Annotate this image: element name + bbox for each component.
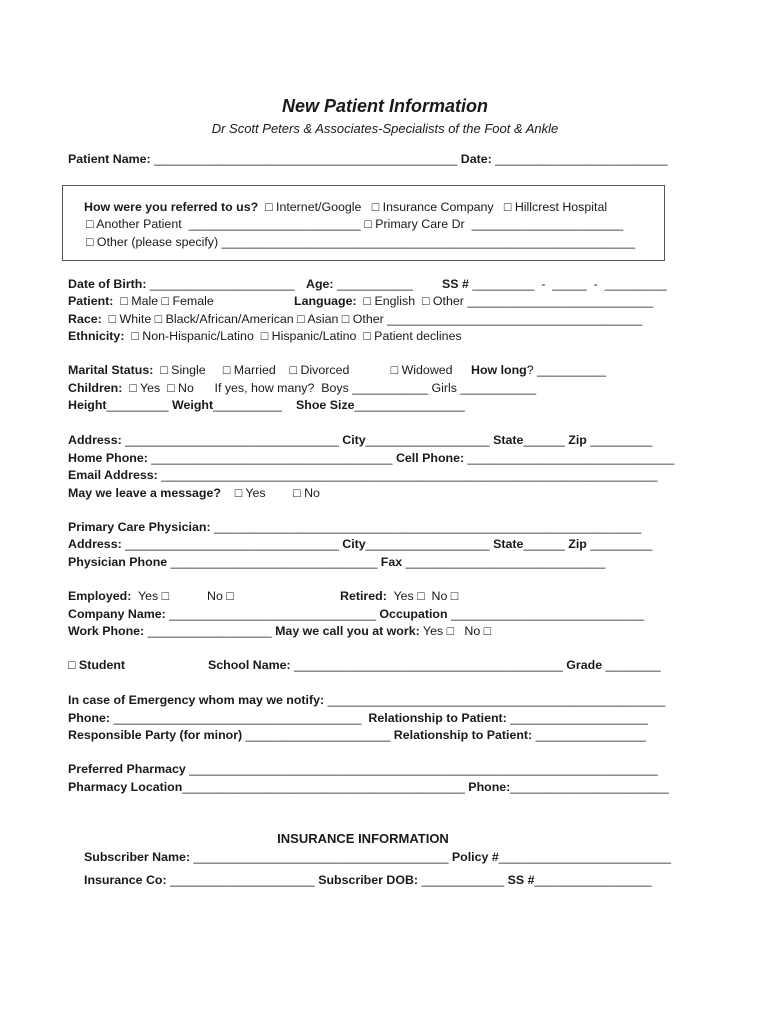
- pcp-city-field[interactable]: __________________: [365, 537, 490, 551]
- howlong-row: [471, 362, 606, 378]
- grade-label: Grade: [562, 658, 603, 672]
- pcp-state-label: State: [489, 537, 524, 551]
- message-label: May we leave a message?: [68, 486, 221, 500]
- pcp-row: [68, 519, 641, 535]
- pcp-fax-field[interactable]: _____________________________: [402, 555, 606, 569]
- patient-sex-label: Patient:: [68, 294, 114, 308]
- ss-row: [442, 276, 667, 292]
- home-phone-field[interactable]: ___________________________________: [147, 451, 393, 465]
- insurance-ss-label: SS #: [504, 873, 535, 887]
- student-checkbox[interactable]: □ Student: [68, 658, 126, 672]
- pharmacy-field[interactable]: ____________________________________________________________________: [185, 762, 658, 776]
- ethnicity-row: [68, 328, 462, 344]
- responsible-row: [68, 727, 646, 743]
- age-label: Age:: [306, 277, 334, 291]
- race-row: [68, 311, 642, 327]
- work-phone-label: Work Phone:: [68, 624, 145, 638]
- date-field[interactable]: _________________________: [491, 152, 668, 166]
- pharmacy-phone-field[interactable]: _______________________: [510, 780, 669, 794]
- call-at-work-options[interactable]: Yes □ No □: [419, 624, 492, 638]
- school-field[interactable]: _______________________________________: [290, 658, 563, 672]
- weight-label: Weight: [168, 398, 214, 412]
- retired-label: Retired:: [340, 589, 387, 603]
- address-row: [68, 432, 652, 448]
- pharmacy-phone-label: Phone:: [464, 780, 511, 794]
- policy-field[interactable]: _________________________: [498, 850, 672, 864]
- pcp-state-field[interactable]: ______: [523, 537, 565, 551]
- retired-options[interactable]: Yes □ No □: [386, 589, 459, 603]
- language-label: Language:: [294, 294, 357, 308]
- subscriber-dob-field[interactable]: ____________: [418, 873, 505, 887]
- patient-name-row: [68, 151, 667, 167]
- patient-name-label: Patient Name:: [68, 152, 151, 166]
- school-label: School Name:: [208, 658, 291, 672]
- email-field[interactable]: ________________________________________________________________________: [157, 468, 658, 482]
- ss-label: SS #: [442, 277, 469, 291]
- pcp-city-label: City: [338, 537, 366, 551]
- state-field[interactable]: ______: [523, 433, 565, 447]
- pcp-fax-label: Fax: [377, 555, 403, 569]
- emergency-field[interactable]: _________________________________________________: [324, 693, 666, 707]
- marital-options[interactable]: □ Single □ Married □ Divorced □ Widowed: [153, 363, 453, 377]
- race-label: Race:: [68, 312, 102, 326]
- address-label: Address:: [68, 433, 122, 447]
- employed-row: [68, 588, 234, 604]
- work-phone-field[interactable]: __________________: [144, 624, 272, 638]
- insurance-co-field[interactable]: _____________________: [166, 873, 315, 887]
- responsible-label: Responsible Party (for minor): [68, 728, 243, 742]
- retired-row: [340, 588, 458, 604]
- insurance-co-row: [84, 872, 652, 888]
- referral-options[interactable]: □ Internet/Google □ Insurance Company □ Hillcrest Hospital: [258, 200, 608, 214]
- emergency-phone-field[interactable]: ____________________________________: [110, 711, 362, 725]
- occupation-field[interactable]: ____________________________: [447, 607, 644, 621]
- relationship-field[interactable]: ____________________: [506, 711, 649, 725]
- pcp-address-field[interactable]: _______________________________: [121, 537, 339, 551]
- age-row: [306, 276, 413, 292]
- height-label: Height: [68, 398, 107, 412]
- race-options[interactable]: □ White □ Black/African/American □ Asian □ Other _____________________________________: [101, 312, 643, 326]
- pharmacy-location-label: Pharmacy Location: [68, 780, 183, 794]
- sex-row: [68, 293, 214, 309]
- age-field[interactable]: ___________: [333, 277, 413, 291]
- occupation-label: Occupation: [375, 607, 448, 621]
- company-label: Company Name:: [68, 607, 166, 621]
- pcp-address-row: [68, 536, 652, 552]
- relationship2-field[interactable]: ________________: [532, 728, 646, 742]
- email-row: [68, 467, 657, 483]
- pcp-label: Primary Care Physician:: [68, 520, 211, 534]
- shoe-row: [296, 397, 465, 413]
- cell-phone-label: Cell Phone:: [392, 451, 465, 465]
- form-subtitle: Dr Scott Peters & Associates-Specialists of the Foot & Ankle: [211, 121, 559, 136]
- height-field[interactable]: _________: [106, 398, 169, 412]
- home-phone-label: Home Phone:: [68, 451, 148, 465]
- employed-options[interactable]: Yes □ No □: [131, 589, 234, 603]
- cell-phone-field[interactable]: ______________________________: [464, 451, 675, 465]
- responsible-field[interactable]: _____________________: [242, 728, 391, 742]
- referral-row-1: [84, 199, 607, 215]
- form-title: New Patient Information: [281, 96, 488, 116]
- state-label: State: [489, 433, 524, 447]
- call-at-work-label: May we call you at work:: [271, 624, 420, 638]
- subscriber-field[interactable]: _____________________________________: [190, 850, 449, 864]
- children-options[interactable]: □ Yes □ No If yes, how many? Boys ___________ Girls ___________: [122, 381, 537, 395]
- emergency-label: In case of Emergency whom may we notify:: [68, 693, 325, 707]
- company-row: [68, 606, 644, 622]
- pharmacy-label: Preferred Pharmacy: [68, 762, 186, 776]
- referral-question: How were you referred to us?: [84, 200, 259, 214]
- pcp-zip-label: Zip: [564, 537, 587, 551]
- patient-name-field[interactable]: ____________________________________________: [150, 152, 458, 166]
- pharmacy-location-field[interactable]: _________________________________________: [182, 780, 465, 794]
- school-row: [208, 657, 661, 673]
- message-options[interactable]: □ Yes □ No: [220, 486, 320, 500]
- company-field[interactable]: ______________________________: [165, 607, 376, 621]
- email-label: Email Address:: [68, 468, 158, 482]
- pcp-phone-row: [68, 554, 605, 570]
- height-row: [68, 397, 282, 413]
- howlong-label: How long: [471, 363, 527, 377]
- emergency-phone-label: Phone:: [68, 711, 110, 725]
- marital-row: [68, 362, 453, 378]
- subscriber-label: Subscriber Name:: [84, 850, 191, 864]
- referral-row-2[interactable]: □ Another Patient _________________________ □ Primary Care Dr ______________________: [86, 217, 624, 231]
- address-field[interactable]: _______________________________: [121, 433, 339, 447]
- language-row: [294, 293, 653, 309]
- children-row: [68, 380, 536, 396]
- shoe-field[interactable]: ________________: [354, 398, 465, 412]
- language-options[interactable]: □ English □ Other ___________________________: [356, 294, 654, 308]
- pcp-phone-label: Physician Phone: [68, 555, 168, 569]
- dob-row: [68, 276, 295, 292]
- pcp-zip-field[interactable]: _________: [586, 537, 653, 551]
- grade-field[interactable]: ________: [602, 658, 661, 672]
- ethnicity-label: Ethnicity:: [68, 329, 125, 343]
- pharmacy-location-row: [68, 779, 669, 795]
- marital-label: Marital Status:: [68, 363, 154, 377]
- pcp-field[interactable]: ______________________________________________________________: [210, 520, 642, 534]
- insurance-heading: INSURANCE INFORMATION: [277, 831, 449, 846]
- pcp-phone-field[interactable]: ______________________________: [167, 555, 378, 569]
- employed-label: Employed:: [68, 589, 132, 603]
- patient-sex-options[interactable]: □ Male □ Female: [113, 294, 214, 308]
- message-row: [68, 485, 320, 501]
- referral-row-3[interactable]: □ Other (please specify) ____________________________________________________________: [86, 235, 636, 249]
- policy-label: Policy #: [448, 850, 499, 864]
- pharmacy-row: [68, 761, 658, 777]
- pcp-address-label: Address:: [68, 537, 122, 551]
- emergency-row: [68, 692, 665, 708]
- zip-label: Zip: [564, 433, 587, 447]
- dob-field[interactable]: _____________________: [146, 277, 295, 291]
- insurance-co-label: Insurance Co:: [84, 873, 167, 887]
- howlong-field[interactable]: ? __________: [526, 363, 606, 377]
- relationship2-label: Relationship to Patient:: [390, 728, 533, 742]
- subscriber-dob-label: Subscriber DOB:: [314, 873, 419, 887]
- shoe-label: Shoe Size: [296, 398, 355, 412]
- phone-row: [68, 450, 674, 466]
- insurance-ss-field[interactable]: _________________: [534, 873, 652, 887]
- ethnicity-options[interactable]: □ Non-Hispanic/Latino □ Hispanic/Latino □ Patient declines: [124, 329, 462, 343]
- city-field[interactable]: __________________: [365, 433, 490, 447]
- city-label: City: [338, 433, 366, 447]
- emergency-phone-row: [68, 710, 648, 726]
- dob-label: Date of Birth:: [68, 277, 147, 291]
- work-phone-row: [68, 623, 491, 639]
- zip-field[interactable]: _________: [586, 433, 653, 447]
- date-label: Date:: [457, 152, 492, 166]
- ss-field[interactable]: _________ - _____ - _________: [468, 277, 667, 291]
- subscriber-row: [84, 849, 671, 865]
- weight-field[interactable]: __________: [213, 398, 283, 412]
- relationship-label: Relationship to Patient:: [361, 711, 507, 725]
- children-label: Children:: [68, 381, 123, 395]
